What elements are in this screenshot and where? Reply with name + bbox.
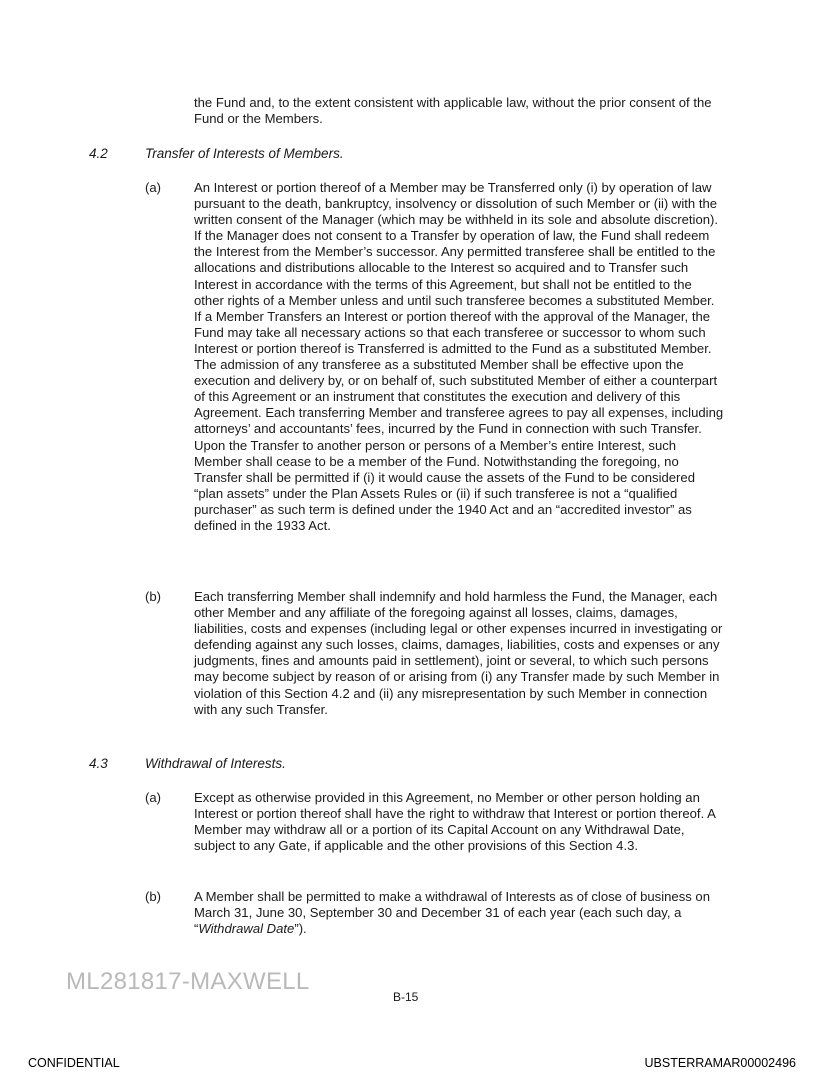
section-4-2-b-text: Each transferring Member shall indemnify and hold harmless the Fund, the Manager, each other Member and any affiliate of the foregoing against all losses, claims, damages, liabilities, costs and expenses (including legal or other expenses incurred in investigating or defending against any such losses, claims, damages, liabilities, costs and expenses or any judgments, fines and amounts paid in settlement), joint or several, to which such persons may become subject by reason of or arising from (i) any Transfer made by such Member in violation of this Section 4.2 and (ii) any misrepresentation by such Member in connection with any such Transfer. (194, 589, 723, 717)
section-4-2-a-label: (a) (145, 180, 162, 195)
section-4-2-number: 4.2 (89, 146, 108, 161)
section-4-3-b-label: (b) (145, 889, 162, 904)
withdrawal-date-term: Withdrawal Date (198, 921, 295, 937)
section-4-3-a-label: (a) (145, 790, 162, 805)
withdrawal-text-pre: A Member shall be permitted to make a withdrawal of Interests as of close of business on March 31, June 30, September 30 and December 31 of each year (each such day, a “ (194, 889, 711, 937)
withdrawal-text-post: ”). (294, 921, 307, 937)
section-4-2-title: Transfer of Interests of Members. (145, 146, 344, 161)
section-4-2-b-label: (b) (145, 589, 162, 604)
bates-number: UBSTERRAMAR00002496 (644, 1056, 796, 1070)
section-4-3-b-text (194, 889, 724, 937)
section-4-3-a-text: Except as otherwise provided in this Agreement, no Member or other person holding an Interest or portion thereof shall have the right to withdraw that Interest or portion thereof. A Member may withdraw all or a portion of its Capital Account on any Withdrawal Date, subject to any Gate, if applicable and the other provisions of this Section 4.3. (194, 790, 716, 854)
watermark-stamp: ML281817-MAXWELL (66, 968, 310, 995)
continuation-paragraph: the Fund and, to the extent consistent with applicable law, without the prior consent of the Fund or the Members. (194, 95, 712, 127)
confidential-label: CONFIDENTIAL (28, 1056, 120, 1070)
page-number: B-15 (393, 990, 419, 1004)
section-4-2-a-text: An Interest or portion thereof of a Member may be Transferred only (i) by operation of law pursuant to the death, bankruptcy, insolvency or dissolution of such Member or (ii) with the written consent of the Manager (which may be withheld in its sole and absolute discretion). If the Manager does not consent to a Transfer by operation of law, the Fund shall redeem the Interest from the Member’s successor. Any permitted transferee shall be entitled to the allocations and distributions allocable to the Interest so acquired and to Transfer such Interest in accordance with the terms of this Agreement, but shall not be entitled to the other rights of a Member unless and until such transferee becomes a substituted Member. If a Member Transfers an Interest or portion thereof with the approval of the Manager, the Fund may take all necessary actions so that each transferee or successor to whom such Interest or portion thereof is Transferred is admitted to the Fund as a substituted Member. The admission of any transferee as a substituted Member shall be effective upon the execution and delivery by, or on behalf of, such substituted Member of either a counterpart of this Agreement or an instrument that constitutes the execution and delivery of this Agreement. Each transferring Member and transferee agrees to pay all expenses, including attorneys’ and accountants’ fees, incurred by the Fund in connection with such Transfer. Upon the Transfer to another person or persons of a Member’s entire Interest, such Member shall cease to be a member of the Fund. Notwithstanding the foregoing, no Transfer shall be permitted if (i) it would cause the assets of the Fund to be considered “plan assets” under the Plan Assets Rules or (ii) if such transferee is not a “qualified purchaser” as such term is defined under the 1940 Act and an “accredited investor” as defined in the 1933 Act. (194, 180, 724, 533)
section-4-3-title: Withdrawal of Interests. (145, 756, 286, 771)
section-4-3-number: 4.3 (89, 756, 108, 771)
